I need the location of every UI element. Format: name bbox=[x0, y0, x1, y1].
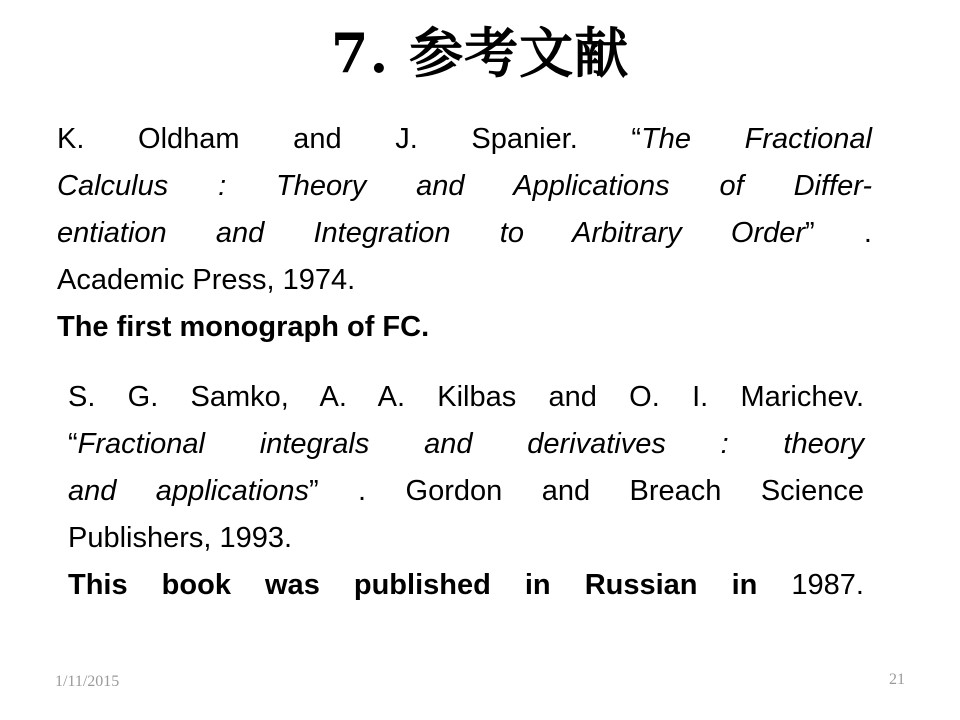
publisher-text: ” . Gordon and Breach Science bbox=[308, 475, 864, 507]
reference-line bbox=[68, 468, 864, 515]
reference-text: ” . bbox=[805, 217, 872, 249]
reference-authors: S. G. Samko, A. A. Kilbas and O. I. Marichev. bbox=[68, 381, 864, 413]
book-title-text: entiation and Integration to Arbitrary Order bbox=[57, 217, 806, 249]
reference-note: This book was published in Russian in bbox=[68, 569, 758, 601]
reference-line bbox=[57, 163, 872, 210]
reference-note: The first monograph of FC. bbox=[57, 311, 430, 343]
reference-note-year: 1987. bbox=[757, 569, 864, 601]
reference-line bbox=[57, 304, 872, 351]
reference-authors: K. Oldham and J. Spanier. “ bbox=[57, 123, 642, 155]
footer-page-number: 21 bbox=[889, 671, 905, 688]
book-title-text: Fractional integrals and derivatives : theory bbox=[77, 428, 864, 460]
reference-line bbox=[68, 562, 864, 609]
reference-line bbox=[68, 374, 864, 421]
reference-line bbox=[57, 116, 872, 163]
footer-date: 1/11/2015 bbox=[55, 673, 120, 690]
reference-line bbox=[68, 515, 864, 562]
publisher-text: Publishers, 1993. bbox=[68, 522, 293, 554]
open-quote: “ bbox=[68, 428, 78, 460]
publisher-text: Academic Press, 1974. bbox=[57, 264, 356, 296]
reference-line bbox=[57, 257, 872, 304]
reference-oldham-spanier bbox=[57, 116, 872, 351]
reference-line bbox=[68, 421, 864, 468]
slide-title: 7. 参考文献 bbox=[330, 21, 630, 85]
book-title-text: The Fractional bbox=[641, 123, 872, 155]
book-title-text: and applications bbox=[68, 475, 309, 507]
reference-samko-kilbas-marichev bbox=[68, 374, 864, 609]
reference-line bbox=[57, 210, 872, 257]
book-title-text: Calculus : Theory and Applications of Differ- bbox=[57, 170, 872, 202]
